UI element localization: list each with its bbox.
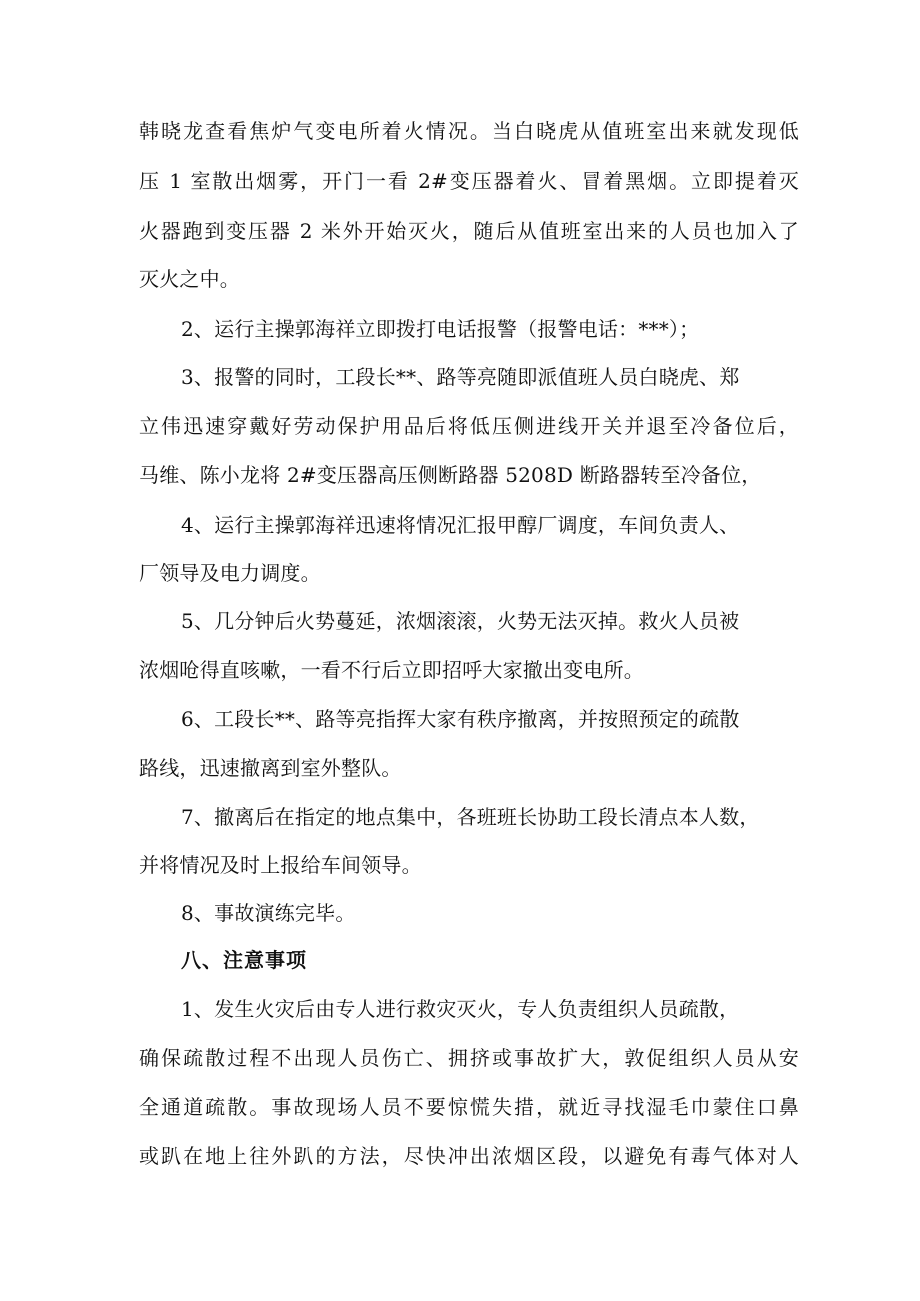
text-line: 马维、陈小龙将 2#变压器高压侧断路器 5208D 断路器转至冷备位，: [139, 463, 762, 487]
text-line: 火器跑到变压器 2 米外开始灭火，随后从值班室出来的人员也加入了: [139, 219, 799, 243]
text-line: 7、撤离后在指定的地点集中，各班班长协助工段长清点本人数，: [181, 805, 760, 829]
text-line: 确保疏散过程不出现人员伤亡、拥挤或事故扩大，敦促组织人员从安: [139, 1046, 799, 1070]
text-line: 厂领导及电力调度。: [139, 561, 321, 585]
text-line: 并将情况及时上报给车间领导。: [139, 853, 422, 877]
text-line: 1、发生火灾后由专人进行救灾灭火，专人负责组织人员疏散，: [181, 997, 740, 1021]
text-line: 浓烟呛得直咳嗽，一看不行后立即招呼大家撤出变电所。: [139, 658, 644, 682]
text-line: 5、几分钟后火势蔓延，浓烟滚滚，火势无法灭掉。救火人员被: [181, 609, 740, 633]
text-line: 韩晓龙查看焦炉气变电所着火情况。当白晓虎从值班室出来就发现低: [139, 119, 799, 143]
text-line: 压 1 室散出烟雾，开门一看 2#变压器着火、冒着黑烟。立即提着灭: [139, 169, 799, 193]
text-line: 或趴在地上往外趴的方法，尽快冲出浓烟区段，以避免有毒气体对人: [139, 1144, 799, 1168]
text-line: 立伟迅速穿戴好劳动保护用品后将低压侧进线开关并退至冷备位后，: [139, 414, 799, 438]
text-line: 全通道疏散。事故现场人员不要惊慌失措，就近寻找湿毛巾蒙住口鼻: [139, 1095, 799, 1119]
text-line: 8、事故演练完毕。: [181, 901, 356, 925]
text-line: 2、运行主操郭海祥立即拨打电话报警（报警电话：***）；: [181, 317, 700, 341]
text-line: 4、运行主操郭海祥迅速将情况汇报甲醇厂调度，车间负责人、: [181, 513, 740, 537]
text-line: 6、工段长**、路等亮指挥大家有秩序撤离，并按照预定的疏散: [181, 707, 740, 731]
section-heading: 八、注意事项: [181, 948, 307, 972]
text-line: 3、报警的同时，工段长**、路等亮随即派值班人员白晓虎、郑: [181, 365, 740, 389]
text-line: 灭火之中。: [139, 267, 240, 291]
text-line: 路线，迅速撤离到室外整队。: [139, 756, 402, 780]
